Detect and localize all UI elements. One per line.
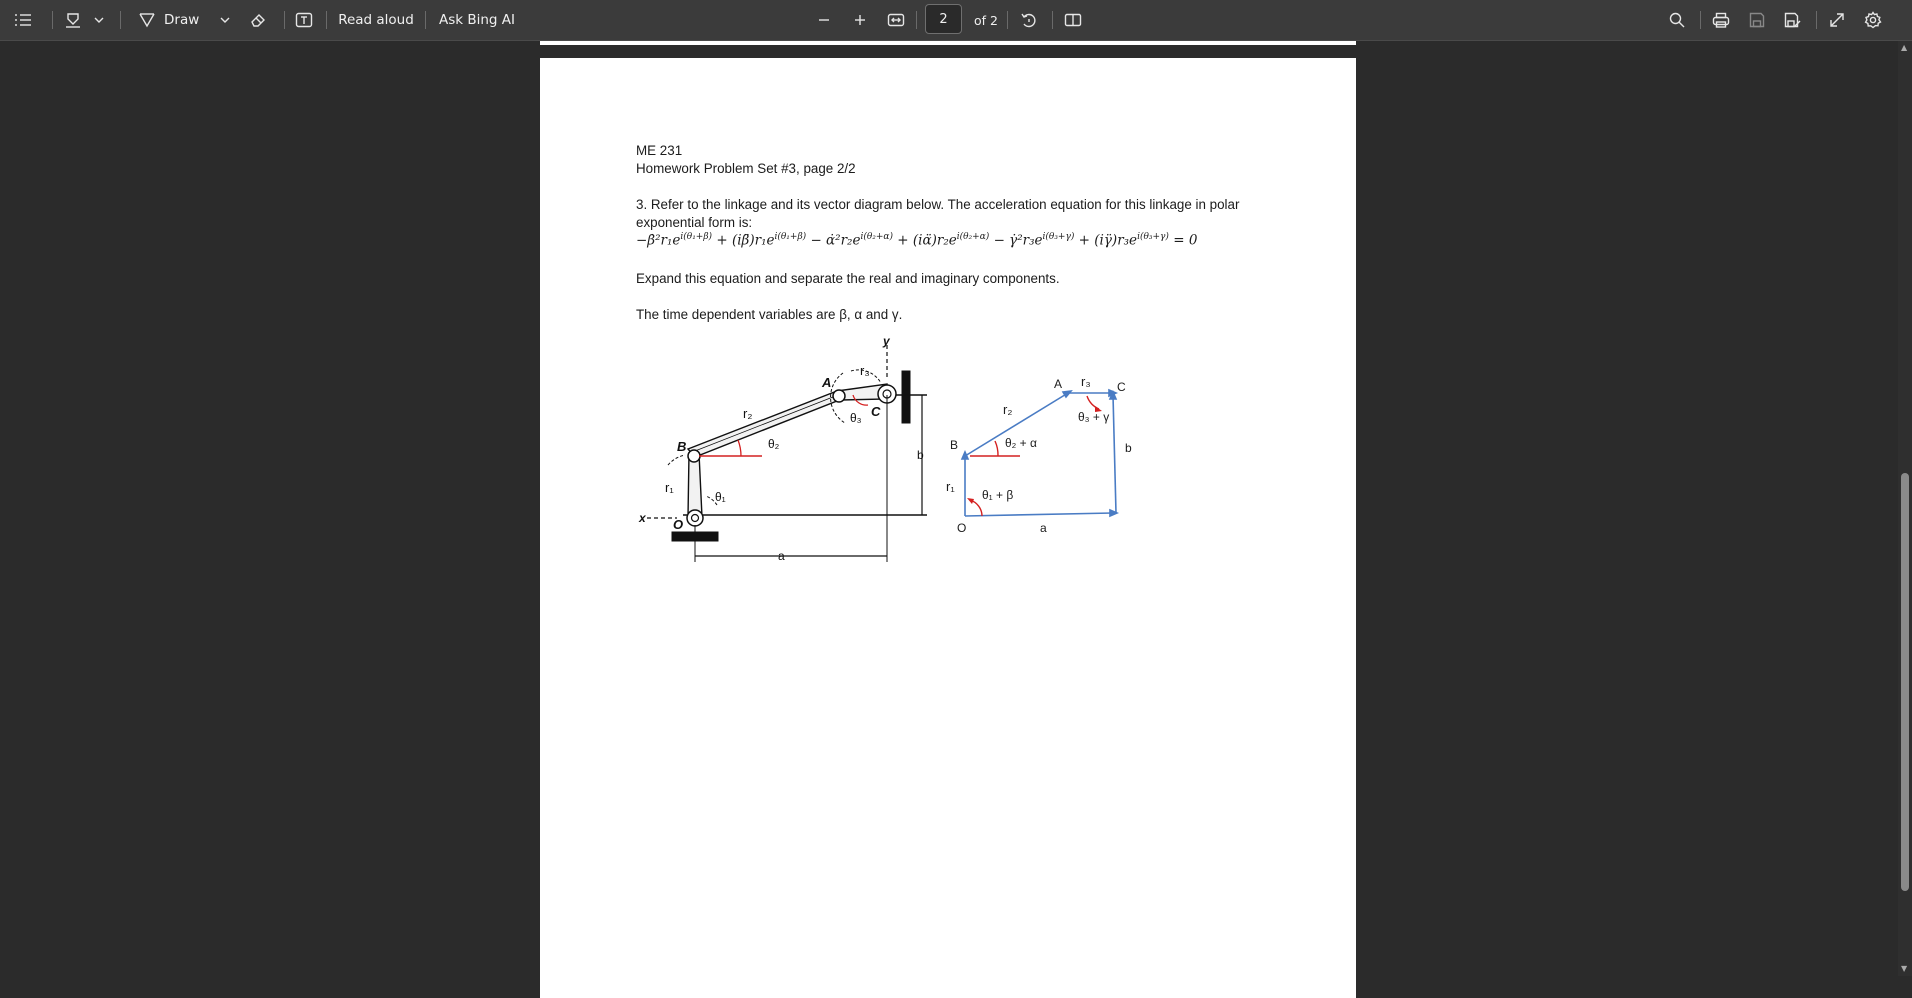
dim-b-label: b	[917, 448, 924, 462]
vec-angle2-label: θ₂ + α	[1005, 436, 1037, 450]
theta3-label: θ₃	[850, 411, 862, 425]
eq-term: −β̇²r₁e	[636, 232, 681, 249]
highlight-options-button[interactable]	[92, 0, 106, 40]
pin-B	[688, 450, 700, 462]
linkage-figure	[635, 335, 1255, 595]
zoom-out-button[interactable]	[812, 0, 836, 40]
angle3-arc	[1087, 396, 1099, 409]
pin-O	[687, 510, 703, 526]
eq-exponent: i(θ₂+α)	[956, 232, 990, 242]
search-button[interactable]	[1664, 0, 1690, 40]
highlight-button[interactable]	[60, 0, 86, 40]
zoom-out-icon	[818, 14, 830, 26]
toolbar-separator	[1052, 11, 1053, 29]
rotate-button[interactable]	[1016, 0, 1042, 40]
r3-label: r₃	[860, 363, 870, 378]
course-title: ME 231	[636, 143, 683, 158]
vector-labels	[946, 374, 1132, 535]
ask-ai-button[interactable]	[436, 0, 518, 40]
linkage-drawing	[647, 345, 927, 562]
toolbar-separator	[1007, 11, 1008, 29]
pdf-toolbar	[0, 0, 1912, 41]
previous-page-edge	[540, 41, 1356, 45]
theta2-arc	[738, 440, 741, 456]
ask-ai-label: Ask Bing AI	[438, 12, 516, 28]
eq-term: + (iα̈)r₂e	[897, 232, 957, 249]
problem-text-line2: exponential form is:	[636, 215, 753, 230]
fullscreen-button[interactable]	[1824, 0, 1850, 40]
vector-a	[965, 513, 1113, 516]
vec-A-label: A	[1054, 377, 1063, 391]
chevron-down-icon	[220, 17, 230, 23]
eq-term: − α̇²r₂e	[810, 232, 861, 249]
rotate-icon	[1020, 11, 1038, 29]
zoom-in-button[interactable]	[848, 0, 872, 40]
instruction-text: Expand this equation and separate the real and imaginary components.	[636, 271, 1060, 286]
vec-C-label: C	[1117, 380, 1126, 394]
vec-angle1-label: θ₁ + β	[982, 488, 1014, 502]
scroll-thumb[interactable]	[1901, 473, 1909, 891]
fit-page-button[interactable]	[883, 0, 909, 40]
point-O-label: O	[673, 517, 684, 532]
r1-label: r₁	[665, 480, 674, 495]
settings-icon	[1864, 11, 1882, 29]
page-number-input[interactable]	[925, 4, 962, 34]
erase-button[interactable]	[246, 0, 270, 40]
wall-block	[902, 371, 910, 423]
toolbar-separator	[284, 11, 285, 29]
link-r2-hatch	[695, 395, 838, 451]
settings-button[interactable]	[1860, 0, 1886, 40]
eq-term: − γ̇²r₃e	[993, 232, 1043, 249]
save-button[interactable]	[1744, 0, 1770, 40]
eq-term: + (iγ̈)r₃e	[1078, 232, 1138, 249]
acceleration-equation	[636, 232, 1197, 249]
vec-r1-label: r₁	[946, 479, 955, 494]
search-icon	[1669, 12, 1685, 28]
fit-page-icon	[887, 13, 905, 27]
add-text-button[interactable]	[292, 0, 316, 40]
highlight-icon	[64, 11, 82, 29]
page-view-button[interactable]	[1060, 0, 1086, 40]
point-C-label: C	[871, 404, 881, 419]
vec-a-label: a	[1040, 521, 1047, 535]
eq-exponent: i(θ₃+γ)	[1042, 232, 1075, 242]
toolbar-separator	[326, 11, 327, 29]
theta2-label: θ₂	[768, 437, 780, 451]
save-icon	[1749, 12, 1765, 28]
vec-r2-label: r₂	[1003, 402, 1013, 417]
theta1-label: θ₁	[715, 490, 726, 504]
r1-swing-arc	[668, 455, 685, 465]
scroll-up-icon[interactable]: ▲	[1901, 43, 1908, 52]
page-subtitle: Homework Problem Set #3, page 2/2	[636, 161, 856, 176]
draw-icon	[138, 12, 156, 28]
page-view-icon	[1064, 12, 1082, 28]
read-aloud-label: Read aloud	[338, 12, 414, 28]
page-count	[968, 0, 1004, 40]
draw-options-button[interactable]	[218, 0, 232, 40]
vector-b	[1113, 395, 1116, 513]
y-axis-label: y	[883, 335, 890, 348]
pdf-page	[540, 58, 1356, 998]
vec-O-label: O	[957, 521, 967, 535]
eq-exponent: i(θ₃+γ)	[1137, 232, 1169, 242]
eq-term: = 0	[1173, 232, 1198, 249]
draw-label: Draw	[164, 12, 200, 28]
vec-B-label: B	[950, 438, 959, 452]
toolbar-separator	[52, 11, 53, 29]
text-icon	[295, 12, 313, 28]
toolbar-separator	[120, 11, 121, 29]
document-viewer[interactable]	[0, 41, 1898, 976]
vec-r3-label: r₃	[1081, 374, 1091, 389]
r2-label: r₂	[743, 406, 753, 421]
vertical-scrollbar[interactable]	[1898, 41, 1912, 976]
print-icon	[1712, 12, 1730, 28]
toolbar-separator	[425, 11, 426, 29]
save-as-button[interactable]	[1780, 0, 1806, 40]
angle2-arc	[995, 441, 998, 456]
zoom-in-icon	[854, 14, 866, 26]
eq-exponent: i(θ₁+β)	[680, 232, 713, 242]
linkage-labels	[638, 335, 924, 563]
point-B-label: B	[677, 439, 687, 454]
page-count-label: of 2	[974, 12, 998, 28]
print-button[interactable]	[1708, 0, 1734, 40]
erase-icon	[249, 11, 267, 29]
scroll-down-icon[interactable]: ▼	[1901, 964, 1908, 973]
eq-exponent: i(θ₁+β)	[774, 232, 807, 242]
eq-exponent: i(θ₂+α)	[860, 232, 893, 242]
chevron-down-icon	[94, 17, 104, 23]
save-as-icon	[1784, 12, 1802, 28]
contents-button[interactable]	[10, 0, 36, 40]
vec-angle3-label: θ₃ + γ	[1078, 410, 1110, 424]
read-aloud-button[interactable]	[336, 0, 416, 40]
toolbar-separator	[1700, 11, 1701, 29]
pin-A	[833, 390, 845, 402]
toolbar-separator	[1816, 11, 1817, 29]
draw-button[interactable]	[138, 0, 206, 40]
fullscreen-icon	[1829, 12, 1845, 28]
eq-term: + (iβ̈)r₁e	[716, 232, 775, 249]
point-A-label: A	[822, 375, 832, 390]
variables-note: The time dependent variables are β, α and γ.	[636, 307, 903, 322]
problem-text-line1: 3. Refer to the linkage and its vector diagram below. The acceleration equation for this linkage in polar	[636, 197, 1240, 212]
toolbar-separator	[916, 11, 917, 29]
angle1-arrowhead	[967, 498, 974, 504]
x-axis-label: x	[639, 511, 646, 525]
dim-a-label: a	[778, 549, 785, 563]
vec-b-label: b	[1125, 441, 1132, 455]
contents-icon	[14, 13, 32, 27]
